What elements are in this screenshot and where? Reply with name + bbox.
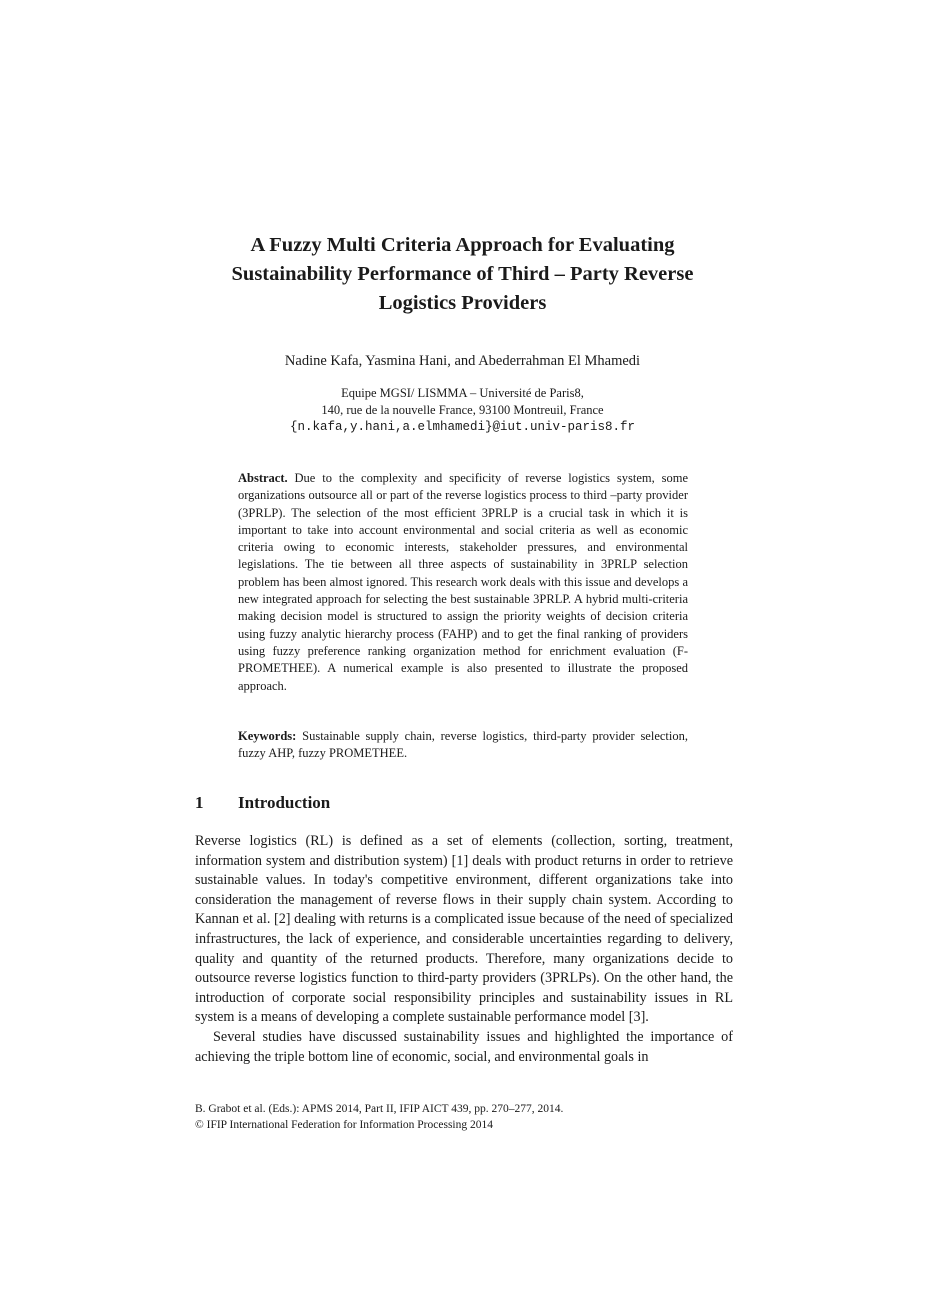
keywords-text: Sustainable supply chain, reverse logistics, third-party provider selection, fuzzy AHP, fuzzy PROMETHEE. — [238, 729, 688, 761]
paragraph-2: Several studies have discussed sustainability issues and highlighted the importance of achieving the triple bottom line of economic, social, and environmental goals in — [195, 1028, 733, 1065]
affiliation-line-2: 140, rue de la nouvelle France, 93100 Montreuil, France — [321, 403, 604, 417]
section-heading — [195, 792, 330, 814]
section-title: Introduction — [238, 793, 331, 812]
abstract-label: Abstract. — [238, 471, 288, 485]
keywords-label: Keywords: — [238, 729, 297, 743]
paragraph-1: Reverse logistics (RL) is defined as a set of elements (collection, sorting, treatment, information system and distribution system) [1] deals with product returns in order to retrieve sustainable values. In today's competitive environment, different organizations take into consideration the management of reverse flows in their supply chain system. According to Kannan et al. [2] dealing with returns is a complicated issue because of the need of specialized infrastructures, the lack of experience, and considerable uncertainties regarding to delivery, quality and quantity of the returned products. Therefore, many organizations decide to outsource reverse logistics function to third-party providers (3PRLPs). On the other hand, the introduction of corporate social responsibility principles and sustainability issues in RL system is a means of developing a complete sustainable performance model [3]. — [195, 833, 733, 1026]
copyright-line: © IFIP International Federation for Information Processing 2014 — [195, 1119, 493, 1131]
title-line-1: A Fuzzy Multi Criteria Approach for Evaluating — [250, 234, 675, 256]
author-list: Nadine Kafa, Yasmina Hani, and Abederrahman El Mhamedi — [284, 353, 641, 369]
paper-title — [150, 231, 775, 318]
title-line-2: Sustainability Performance of Third – Party Reverse — [231, 263, 694, 285]
citation-line: B. Grabot et al. (Eds.): APMS 2014, Part II, IFIP AICT 439, pp. 270–277, 2014. — [195, 1103, 564, 1115]
title-line-3: Logistics Providers — [378, 292, 547, 314]
abstract — [238, 470, 688, 695]
keywords — [238, 728, 688, 763]
body-text — [195, 832, 733, 1067]
affiliation-line-1: Equipe MGSI/ LISMMA – Université de Paris8, — [341, 386, 584, 400]
author-emails: {n.kafa,y.hani,a.elmhamedi}@iut.univ-paris8.fr — [289, 420, 636, 434]
affiliation — [150, 385, 775, 436]
section-number: 1 — [195, 793, 204, 812]
abstract-text: Due to the complexity and specificity of reverse logistics system, some organizations outsource all or part of the reverse logistics process to third –party provider (3PRLP). The selection of the most efficient 3PRLP is a crucial task in which it is important to take into account environmental and social criteria as well as economic criteria owing to economic interests, stakeholder pressures, and environmental legislations. The tie between all three aspects of sustainability in 3PRLP selection problem has been almost ignored. This research work deals with this issue and develops a new integrated approach for selecting the best sustainable 3PRLP. A hybrid multi-criteria making decision model is structured to assign the priority weights of decision criteria using fuzzy analytic hierarchy process (FAHP) and to get the final ranking of providers using fuzzy preference ranking organization method for enrichment evaluation (F-PROMETHEE). A numerical example is also presented to illustrate the proposed approach. — [238, 471, 688, 693]
page-footer — [195, 1101, 563, 1133]
